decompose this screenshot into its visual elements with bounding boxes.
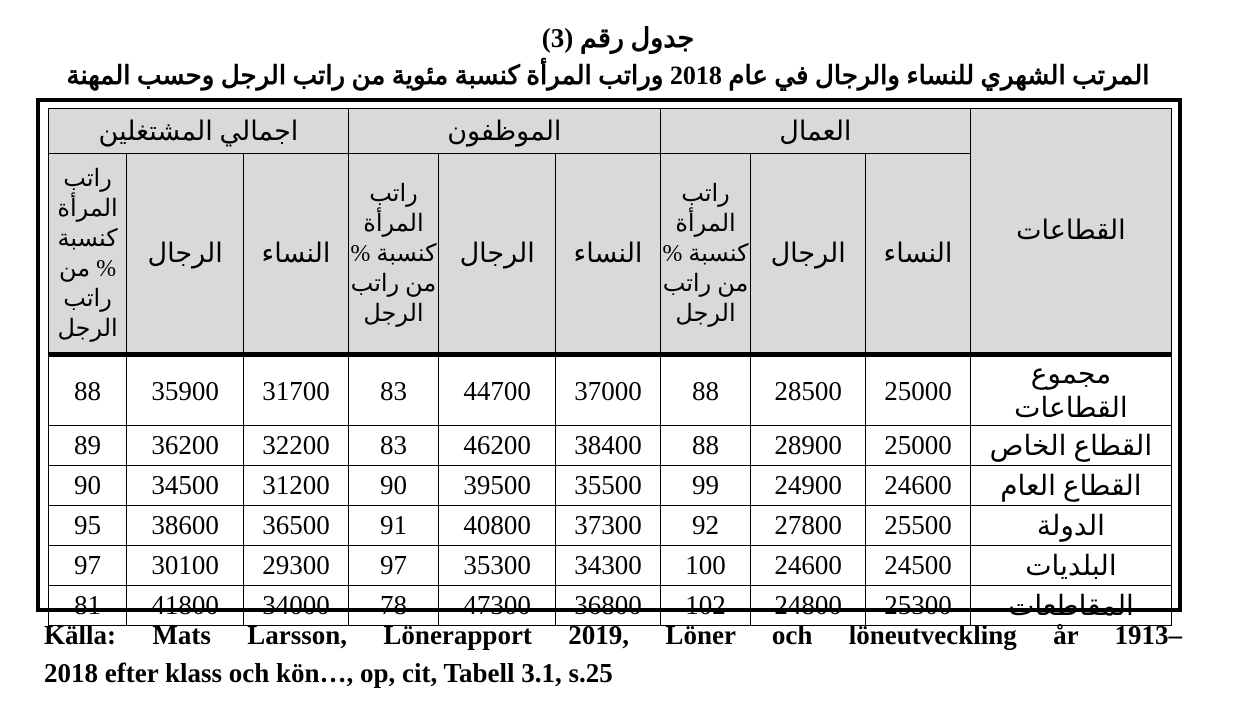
workers-women-cell: 25000 <box>866 426 971 466</box>
employees-women-cell: 38400 <box>556 426 661 466</box>
employees-men-cell: 35300 <box>439 546 556 586</box>
total-men-cell: 41800 <box>127 586 244 626</box>
employees-pct-cell: 83 <box>348 426 438 466</box>
employees-pct-cell: 83 <box>348 357 438 426</box>
total-women-cell: 29300 <box>244 546 349 586</box>
workers-pct-cell: 99 <box>660 466 750 506</box>
workers-pct-cell: 100 <box>660 546 750 586</box>
total-men-cell: 35900 <box>127 357 244 426</box>
employees-women-cell: 37300 <box>556 506 661 546</box>
employees-pct-cell: 78 <box>348 586 438 626</box>
workers-women-header: النساء <box>866 154 971 355</box>
workers-men-cell: 28500 <box>751 357 866 426</box>
workers-men-cell: 24800 <box>751 586 866 626</box>
sector-cell: المقاطعات <box>970 586 1171 626</box>
workers-pct-header: راتب المرأة كنسبة % من راتب الرجل <box>660 154 750 355</box>
employees-men-cell: 46200 <box>439 426 556 466</box>
employees-women-header: النساء <box>556 154 661 355</box>
workers-women-cell: 25000 <box>866 357 971 426</box>
total-pct-cell: 95 <box>49 506 127 546</box>
total-pct-cell: 90 <box>49 466 127 506</box>
table-number-caption: جدول رقم (3) <box>541 23 695 53</box>
total-pct-header: راتب المرأة كنسبة % من راتب الرجل <box>49 154 127 355</box>
source-line-2: 2018 efter klass och kön…, op, cit, Tabell 3.1, s.25 <box>44 658 613 688</box>
workers-pct-cell: 92 <box>660 506 750 546</box>
group-header-total: اجمالي المشتغلين <box>49 109 349 154</box>
table-row <box>49 426 1172 466</box>
total-men-cell: 30100 <box>127 546 244 586</box>
employees-men-cell: 40800 <box>439 506 556 546</box>
table-title-caption: المرتب الشهري للنساء والرجال في عام 2018 وراتب المرأة كنسبة مئوية من راتب الرجل وحسب المهنة <box>66 61 1150 90</box>
workers-men-header: الرجال <box>751 154 866 355</box>
group-header-row <box>49 109 1172 154</box>
total-pct-cell: 89 <box>49 426 127 466</box>
workers-men-cell: 24600 <box>751 546 866 586</box>
group-header-workers: العمال <box>660 109 970 154</box>
sector-cell: القطاع الخاص <box>970 426 1171 466</box>
employees-women-cell: 34300 <box>556 546 661 586</box>
salary-table <box>48 108 1172 626</box>
employees-women-cell: 37000 <box>556 357 661 426</box>
workers-pct-cell: 88 <box>660 426 750 466</box>
sectors-header: القطاعات <box>970 109 1171 355</box>
total-men-cell: 36200 <box>127 426 244 466</box>
total-women-cell: 36500 <box>244 506 349 546</box>
table-row <box>49 357 1172 426</box>
total-pct-cell: 88 <box>49 357 127 426</box>
workers-women-cell: 24600 <box>866 466 971 506</box>
table-row <box>49 546 1172 586</box>
total-pct-cell: 81 <box>49 586 127 626</box>
total-men-cell: 34500 <box>127 466 244 506</box>
sector-cell: القطاع العام <box>970 466 1171 506</box>
employees-men-cell: 47300 <box>439 586 556 626</box>
workers-women-cell: 25500 <box>866 506 971 546</box>
total-women-header: النساء <box>244 154 349 355</box>
table-row <box>49 506 1172 546</box>
total-women-cell: 31700 <box>244 357 349 426</box>
employees-pct-cell: 97 <box>348 546 438 586</box>
employees-pct-cell: 90 <box>348 466 438 506</box>
workers-pct-cell: 102 <box>660 586 750 626</box>
employees-pct-header: راتب المرأة كنسبة % من راتب الرجل <box>348 154 438 355</box>
employees-women-cell: 35500 <box>556 466 661 506</box>
total-women-cell: 34000 <box>244 586 349 626</box>
workers-women-cell: 25300 <box>866 586 971 626</box>
employees-men-cell: 39500 <box>439 466 556 506</box>
total-pct-cell: 97 <box>49 546 127 586</box>
workers-men-cell: 28900 <box>751 426 866 466</box>
sector-cell: الدولة <box>970 506 1171 546</box>
employees-men-cell: 44700 <box>439 357 556 426</box>
table-frame <box>36 98 1182 622</box>
table-row <box>49 466 1172 506</box>
source-note <box>44 616 1182 692</box>
total-men-cell: 38600 <box>127 506 244 546</box>
employees-women-cell: 36800 <box>556 586 661 626</box>
employees-men-header: الرجال <box>439 154 556 355</box>
sector-cell: البلديات <box>970 546 1171 586</box>
total-women-cell: 31200 <box>244 466 349 506</box>
source-line-1: Källa: Mats Larsson, Lönerapport 2019, Löner och löneutveckling år 1913– <box>44 620 1182 650</box>
total-men-header: الرجال <box>127 154 244 355</box>
workers-men-cell: 24900 <box>751 466 866 506</box>
workers-women-cell: 24500 <box>866 546 971 586</box>
workers-men-cell: 27800 <box>751 506 866 546</box>
sector-cell: مجموع القطاعات <box>970 357 1171 426</box>
employees-pct-cell: 91 <box>348 506 438 546</box>
group-header-employees: الموظفون <box>348 109 660 154</box>
workers-pct-cell: 88 <box>660 357 750 426</box>
total-women-cell: 32200 <box>244 426 349 466</box>
